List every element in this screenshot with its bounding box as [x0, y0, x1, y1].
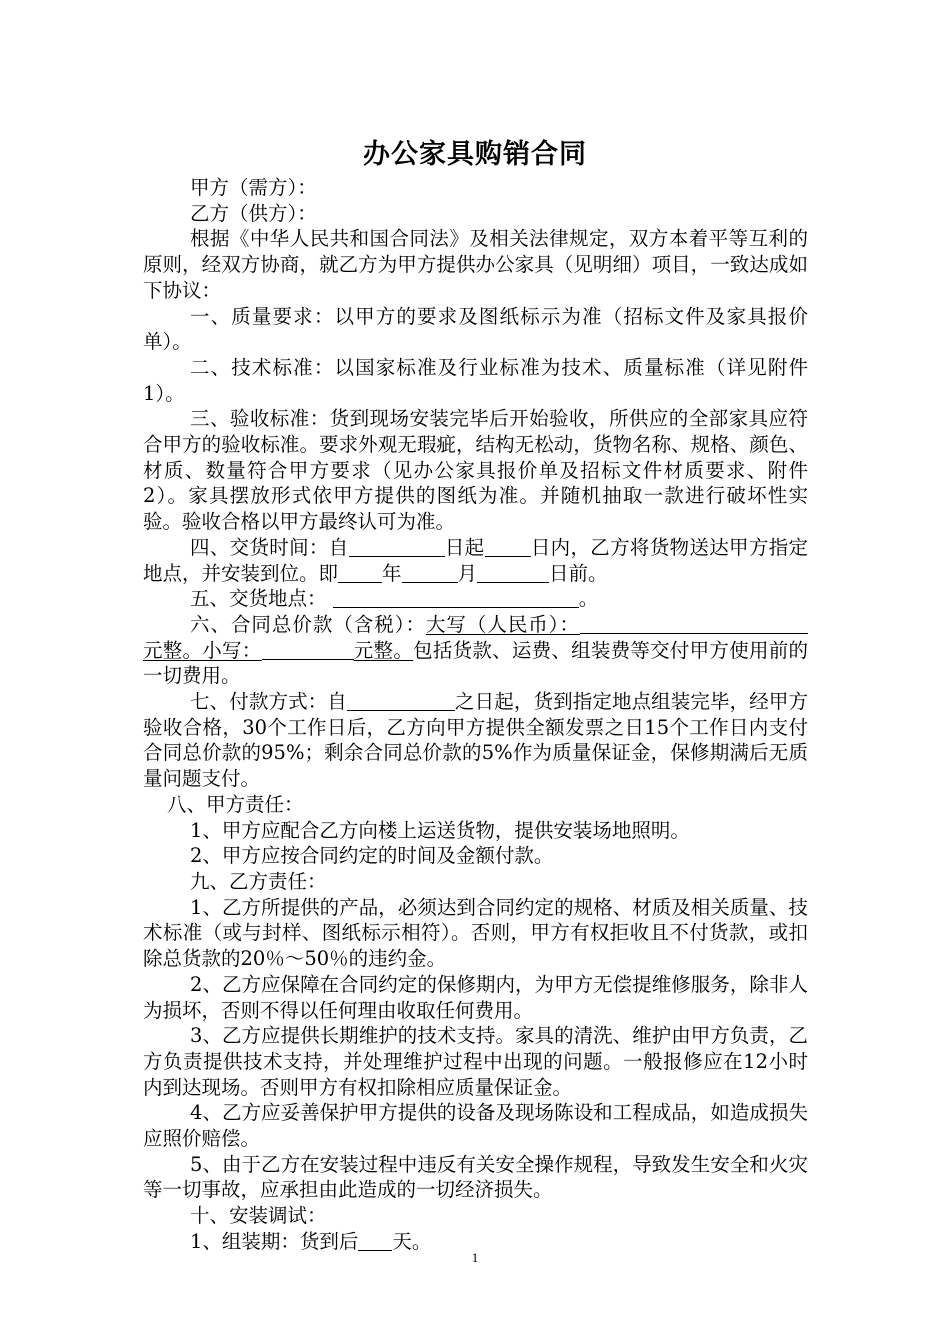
amount-unit: 元整。 — [353, 638, 414, 662]
blank-install-days[interactable] — [358, 1230, 392, 1251]
document-title: 办公家具购销合同 — [363, 139, 587, 170]
blank-days[interactable] — [485, 536, 531, 557]
blank-delivery-place[interactable] — [333, 587, 579, 608]
party-a-duty-2: 2、甲方应按合同约定的时间及金额付款。 — [190, 844, 554, 868]
party-a-duty-1: 1、甲方应配合乙方向楼上运送货物，提供安装场地照明。 — [190, 818, 690, 842]
clause-text: 四、交货时间：自 — [190, 535, 349, 559]
amount-in-words-label: 大写（人民币）： — [425, 612, 580, 636]
clause-delivery-place — [143, 586, 808, 612]
page-number: 1 — [471, 1250, 479, 1265]
party-b-duty-3: 3、乙方应提供长期维护的技术支持。家具的清洗、维护由甲方负责，乙方负责提供技术支持，并处理维护过程中出现的问题。一般报修应在12小时内到达现场。否则甲方有权扣除相应质量保证金。 — [143, 1024, 808, 1099]
blank-payment-start[interactable] — [347, 690, 455, 711]
party-b-line: 乙方（供方）： — [190, 201, 317, 225]
blank-amount-in-figures[interactable] — [262, 639, 354, 660]
clause-text: 五、交货地点： — [190, 587, 327, 611]
amount-in-figures-label: 元整。小写： — [143, 638, 262, 662]
party-b-duty-2: 2、乙方应保障在合同约定的保修期内，为甲方无偿提维修服务，除非人为损坏，否则不得以任何理由收取任何费用。 — [143, 972, 808, 1022]
clause-quality: 一、质量要求：以甲方的要求及图纸标示为准（招标文件及家具报价单）。 — [143, 304, 808, 354]
clause-text: 日起 — [444, 535, 485, 559]
party-b-duty-1: 1、乙方所提供的产品，必须达到合同约定的规格、材质及相关质量、技术标准（或与封样、图纸标示相符）。否则，甲方有权拒收且不付货款，或扣除总货款的20％～50％的违约金。 — [143, 895, 808, 971]
blank-day[interactable] — [477, 562, 549, 583]
blank-month[interactable] — [402, 562, 458, 583]
clause-acceptance: 三、验收标准：货到现场安装完毕后开始验收，所供应的全部家具应符合甲方的验收标准。要求外观无瑕疵，结构无松动，货物名称、规格、颜色、材质、数量符合甲方要求（见办公家具报价单及招标文件材质要求、附件2）。家具摆放形式依甲方提供的图纸为准。并随机抽取一款进行破坏性实验。验收合格以甲方最终认可为准。 — [143, 407, 808, 534]
clause-delivery-time — [143, 535, 808, 586]
party-a-line: 甲方（需方）： — [190, 176, 317, 199]
clause-text: 天。 — [392, 1229, 432, 1253]
clause-party-a-heading: 八、甲方责任： — [167, 792, 304, 816]
clause-installation-heading: 十、安装调试： — [190, 1204, 327, 1228]
clause-text: 六、合同总价款（含税）： — [190, 612, 426, 636]
clause-text: 。 — [578, 587, 599, 611]
clause-text: 七、付款方式：自 — [190, 690, 347, 714]
contract-body — [143, 175, 808, 1255]
clause-text: 日前。 — [549, 561, 608, 585]
clause-text: 之日起，货到指定地点组装完毕，经甲方验收合格，30个工作日后，乙方向甲方提供全额发票之日15个工作日内支付合同总价款的95%；剩余合同总价款的5%作为质量保证金，保修期满后无质量问题支付。 — [143, 690, 808, 791]
clause-payment — [143, 689, 808, 792]
blank-amount-in-words[interactable] — [580, 613, 808, 634]
blank-start-date[interactable] — [349, 536, 445, 557]
clause-technical-standard: 二、技术标准：以国家标准及行业标准为技术、质量标准（详见附件1）。 — [143, 355, 808, 405]
clause-text: 包括货款、运费、组装费等交付甲方使用前的一切费用。 — [143, 638, 808, 688]
clause-total-price — [143, 612, 808, 689]
clause-text: 日内，乙方将货物送达甲方指定地点，并安装到位。即 — [143, 535, 808, 585]
intro-paragraph: 根据《中华人民共和国合同法》及相关法律规定，双方本着平等互利的原则，经双方协商，就乙方为甲方提供办公家具（见明细）项目，一致达成如下协议： — [143, 227, 808, 302]
clause-text: 1、组装期：货到后 — [190, 1229, 359, 1253]
clause-text: 月 — [457, 561, 478, 585]
clause-party-b-heading: 九、乙方责任： — [190, 869, 327, 893]
party-b-duty-5: 5、由于乙方在安装过程中违反有关安全操作规程，导致发生安全和火灾等一切事故，应承担由此造成的一切经济损失。 — [143, 1152, 808, 1202]
party-b-duty-4: 4、乙方应妥善保护甲方提供的设备及现场陈设和工程成品，如造成损失应照价赔偿。 — [143, 1101, 808, 1151]
clause-text: 年 — [382, 561, 402, 585]
blank-year[interactable] — [338, 562, 382, 583]
